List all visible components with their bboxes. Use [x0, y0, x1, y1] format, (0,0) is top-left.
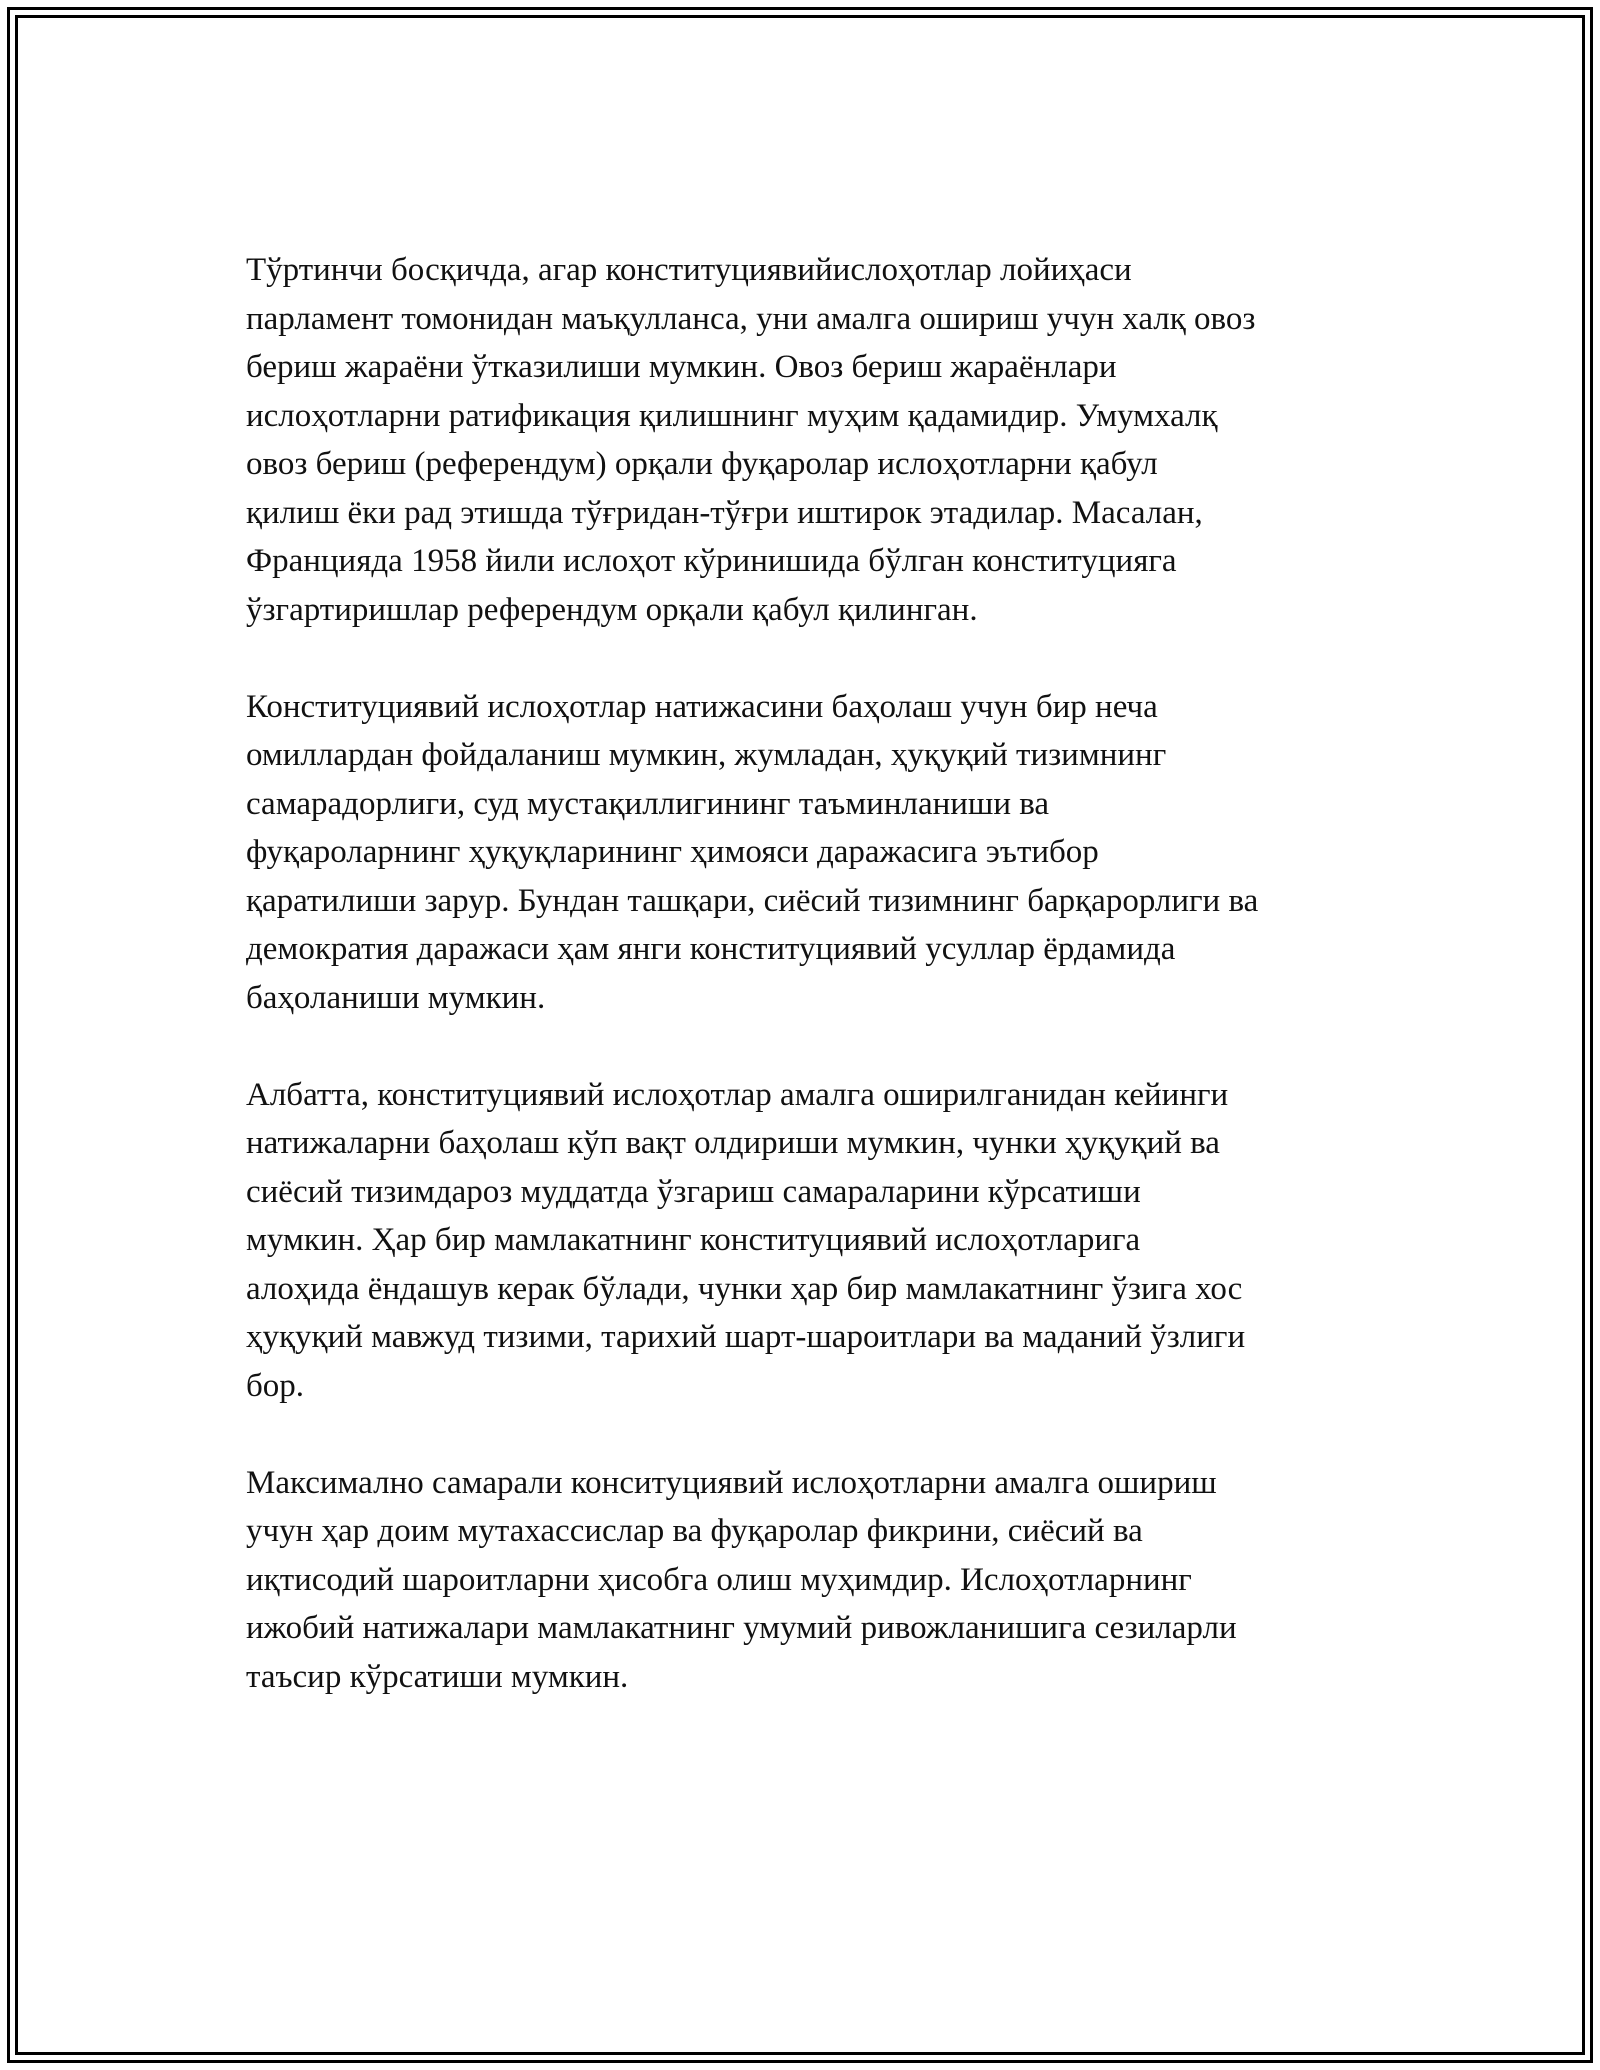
- text-line: ислоҳотларни ратификация қилишнинг муҳим қадамидир. Умумхалқ: [246, 397, 1218, 434]
- paragraph-4: [246, 1459, 1386, 1702]
- text-line: самарадорлиги, суд мустақиллигининг таъминланиши ва: [246, 785, 1050, 822]
- text-line: қилиш ёки рад этишда тўғридан-тўғри иштирок этадилар. Масалан,: [246, 494, 1203, 531]
- text-line: мумкин. Ҳар бир мамлакатнинг конституциявий ислоҳотларига: [246, 1222, 1141, 1258]
- text-line: фуқароларнинг ҳуқуқларининг ҳимояси даражасига эътибор: [246, 834, 1099, 870]
- text-line: Максимално самарали конситуциявий ислоҳотларни амалга ошириш: [246, 1464, 1217, 1501]
- text-line: таъсир кўрсатиши мумкин.: [246, 1658, 629, 1695]
- text-line: сиёсий тизимдароз муддатда ўзгариш самараларини кўрсатиши: [246, 1173, 1141, 1210]
- text-line: ижобий натижалари мамлакатнинг умумий ривожланишига сезиларли: [246, 1610, 1237, 1646]
- text-line: ўзгартиришлар референдум орқали қабул қилинган.: [246, 591, 978, 628]
- text-line: бор.: [246, 1367, 305, 1404]
- document-body: [246, 246, 1386, 1750]
- text-line: демократия даражаси ҳам янги конституциявий усуллар ёрдамида: [246, 931, 1176, 967]
- text-line: учун ҳар доим мутахассислар ва фуқаролар фикрини, сиёсий ва: [246, 1513, 1143, 1549]
- page-frame: [7, 7, 1593, 2063]
- text-line: қаратилиши зарур. Бундан ташқари, сиёсий тизимнинг барқарорлиги ва: [246, 882, 1259, 919]
- text-line: Конституциявий ислоҳотлар натижасини баҳолаш учун бир неча: [246, 688, 1158, 725]
- paragraph-1: [246, 246, 1386, 634]
- text-line: Францияда 1958 йили ислоҳот кўринишида бўлган конституцияга: [246, 543, 1177, 579]
- text-line: ҳуқуқий мавжуд тизими, тарихий шарт-шароитлари ва маданий ўзлиги: [246, 1319, 1246, 1355]
- text-line: натижаларни баҳолаш кўп вақт олдириши мумкин, чунки ҳуқуқий ва: [246, 1125, 1220, 1161]
- text-line: иқтисодий шароитларни ҳисобга олиш муҳимдир. Ислоҳотларнинг: [246, 1561, 1192, 1598]
- text-line: бериш жараёни ўтказилиши мумкин. Овоз бериш жараёнлари: [246, 349, 1117, 385]
- paragraph-2: [246, 683, 1386, 1023]
- text-line: Албатта, конституциявий ислоҳотлар амалга оширилганидан кейинги: [246, 1076, 1229, 1113]
- text-line: алоҳида ёндашув керак бўлади, чунки ҳар бир мамлакатнинг ўзига хос: [246, 1270, 1243, 1307]
- text-line: овоз бериш (референдум) орқали фуқаролар ислоҳотларни қабул: [246, 446, 1158, 482]
- text-line: Тўртинчи босқичда, агар конституциявийислоҳотлар лойиҳаси: [246, 252, 1132, 288]
- text-line: баҳоланиши мумкин.: [246, 979, 546, 1016]
- text-line: парламент томонидан маъқулланса, уни амалга ошириш учун халқ овоз: [246, 300, 1256, 337]
- text-line: омиллардан фойдаланиш мумкин, жумладан, ҳуқуқий тизимнинг: [246, 737, 1167, 773]
- paragraph-3: [246, 1071, 1386, 1411]
